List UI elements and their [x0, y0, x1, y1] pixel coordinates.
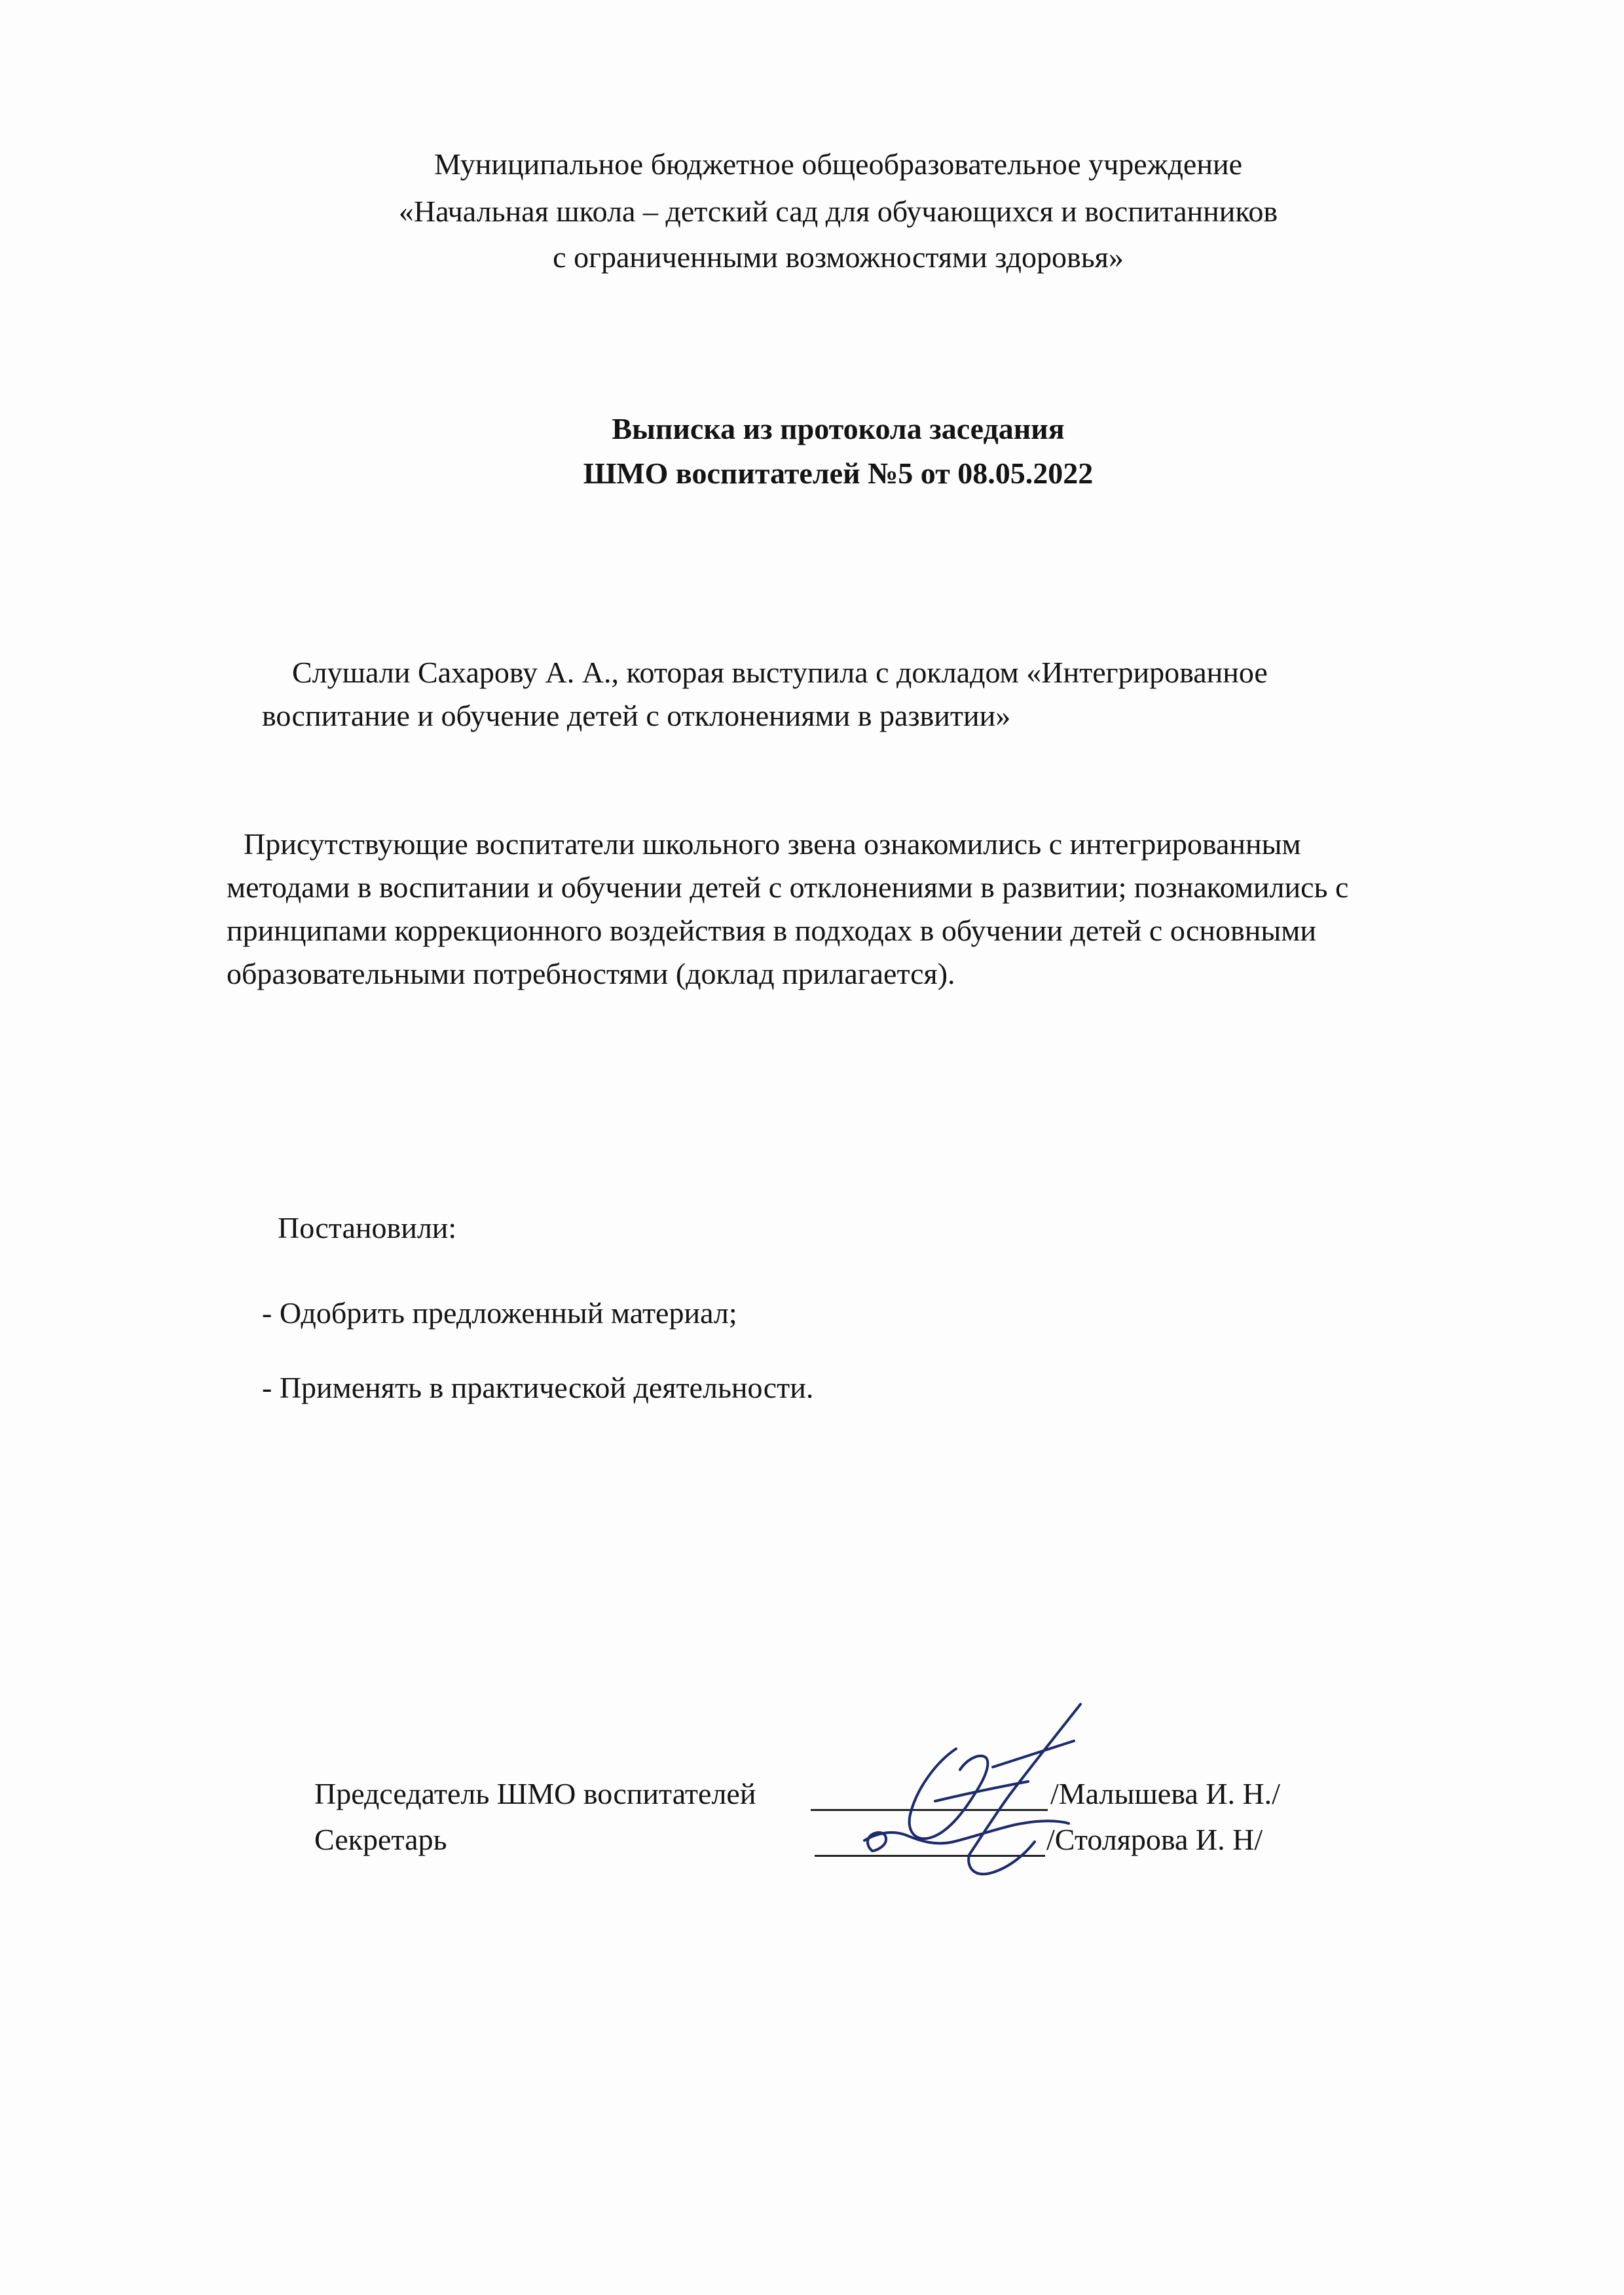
attendees-line-2: методами в воспитании и обучении детей с отклонениями в развитии; познакомились с	[227, 870, 1349, 904]
document-title-line-2: ШМО воспитателей №5 от 08.05.2022	[583, 457, 1094, 490]
decided-item-2: - Применять в практической деятельности.	[262, 1371, 814, 1404]
secretary-role: Секретарь	[314, 1823, 447, 1856]
chair-name: /Малышева И. Н./	[1050, 1777, 1280, 1810]
decided-item-1: - Одобрить предложенный материал;	[262, 1296, 737, 1330]
decided-heading: Постановили:	[278, 1211, 457, 1244]
institution-line-2: «Начальная школа – детский сад для обучающихся и воспитанников	[398, 195, 1278, 228]
attendees-line-1: Присутствующие воспитатели школьного звена ознакомились с интегрированным	[244, 827, 1301, 861]
secretary-name: /Столярова И. Н/	[1046, 1823, 1263, 1856]
attendees-line-3: принципами коррекционного воздействия в подходах в обучении детей с основными	[227, 914, 1316, 947]
attendees-line-4: образовательными потребностями (доклад прилагается).	[227, 957, 955, 990]
institution-line-3: с ограниченными возможностями здоровья»	[553, 240, 1124, 274]
institution-line-1: Муниципальное бюджетное общеобразовательное учреждение	[434, 147, 1242, 181]
heard-line-2: воспитание и обучение детей с отклонениями в развитии»	[262, 699, 1011, 732]
document-title-line-1: Выписка из протокола заседания	[612, 412, 1065, 445]
chair-role: Председатель ШМО воспитателей	[314, 1777, 756, 1810]
heard-line-1: Слушали Сахарову А. А., которая выступила с докладом «Интегрированное	[292, 656, 1268, 689]
handwritten-signature	[838, 1690, 1113, 1886]
